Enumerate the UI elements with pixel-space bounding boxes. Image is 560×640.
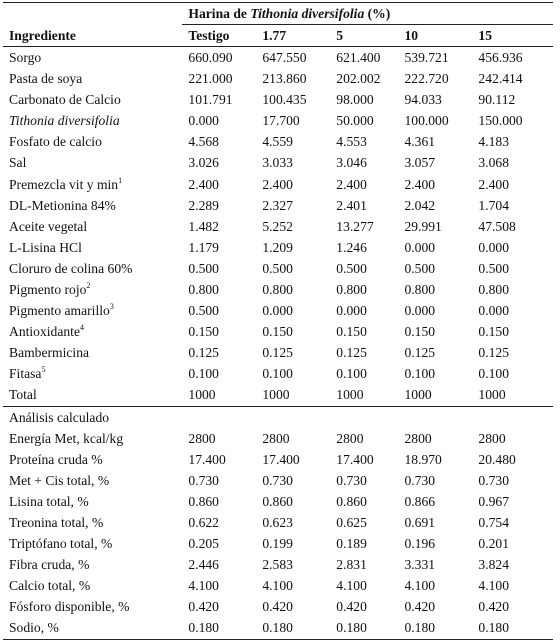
ingredient-value: 101.791 xyxy=(188,92,233,108)
ingredient-name-text: Pigmento rojo xyxy=(9,281,87,297)
ingredient-value: 2.400 xyxy=(188,176,219,192)
group-header-prefix: Harina de xyxy=(188,5,251,21)
ingredient-row xyxy=(3,110,553,131)
column-header-row xyxy=(3,25,553,47)
ingredient-value: 29.991 xyxy=(404,218,442,234)
analysis-value: 4.100 xyxy=(188,578,219,594)
analysis-value: 0.196 xyxy=(404,536,436,552)
ingredient-name xyxy=(3,343,182,364)
ingredient-value: 4.559 xyxy=(262,134,293,150)
ingredient-row xyxy=(3,68,553,89)
analysis-row xyxy=(3,470,553,491)
analysis-name: Met + Cis total, % xyxy=(9,472,110,488)
analysis-row xyxy=(3,428,553,449)
analysis-title: Análisis calculado xyxy=(3,406,553,428)
ingredient-name-text: Carbonato de Calcio xyxy=(9,92,121,108)
analysis-value: 3.331 xyxy=(404,557,436,573)
analysis-value: 0.180 xyxy=(256,618,330,640)
ingredients-body xyxy=(3,47,553,407)
analysis-value: 2800 xyxy=(188,430,216,446)
ingredient-row xyxy=(3,343,553,364)
ingredient-value: 0.500 xyxy=(188,303,219,319)
ingredient-name xyxy=(3,385,182,407)
ingredient-name-text: Fitasa xyxy=(9,366,42,382)
analysis-value: 2800 xyxy=(404,430,432,446)
analysis-value: 0.754 xyxy=(478,515,510,530)
ingredient-name-text: Premezcla vit y min xyxy=(9,176,119,192)
footnote-marker: 4 xyxy=(79,323,84,333)
analysis-value: 0.860 xyxy=(188,493,219,509)
ingredient-value: 3.033 xyxy=(262,155,293,171)
ingredient-value: 0.500 xyxy=(336,260,367,276)
analysis-title-row xyxy=(3,406,553,428)
analysis-row xyxy=(3,491,553,512)
ingredient-value: 98.000 xyxy=(336,92,374,108)
ingredient-value: 2.400 xyxy=(336,176,367,192)
ingredient-value: 4.568 xyxy=(188,134,219,150)
analysis-value: 2.446 xyxy=(188,557,219,573)
ingredient-name xyxy=(3,216,182,237)
analysis-value: 4.100 xyxy=(336,578,367,594)
ingredient-name xyxy=(3,132,182,153)
ingredient-value: 4.553 xyxy=(336,134,367,150)
ingredient-row xyxy=(3,364,553,385)
ingredient-value: 1000 xyxy=(336,387,364,403)
ingredient-value: 0.000 xyxy=(478,303,510,319)
analysis-value: 4.100 xyxy=(404,578,436,594)
ingredient-value: 0.800 xyxy=(188,281,219,297)
analysis-value: 4.100 xyxy=(478,578,510,594)
ingredient-name xyxy=(3,47,182,69)
ingredient-row xyxy=(3,47,553,69)
ingredient-value: 660.090 xyxy=(188,49,233,65)
ingredient-value: 2.401 xyxy=(336,197,367,213)
ingredient-name-text: Pasta de soya xyxy=(9,71,83,87)
ingredient-value: 0.500 xyxy=(404,260,436,276)
column-header-15: 15 xyxy=(472,25,553,47)
ingredient-row xyxy=(3,321,553,342)
ingredient-value: 0.100 xyxy=(404,366,436,382)
analysis-name: Calcio total, % xyxy=(9,578,91,594)
analysis-row xyxy=(3,576,553,597)
ingredient-value: 17.700 xyxy=(262,113,300,129)
ingredient-value: 0.000 xyxy=(404,239,436,255)
analysis-value: 0.420 xyxy=(404,599,436,615)
analysis-value: 17.400 xyxy=(336,451,374,467)
ingredient-row xyxy=(3,89,553,110)
ingredient-name-text: Total xyxy=(9,387,37,403)
ingredient-value: 2.400 xyxy=(262,176,293,192)
ingredient-value: 100.435 xyxy=(262,92,307,108)
ingredient-name-text: Cloruro de colina 60% xyxy=(9,260,133,276)
analysis-value: 2.831 xyxy=(336,557,367,573)
column-header-testigo: Testigo xyxy=(182,25,256,47)
ingredient-value: 0.150 xyxy=(262,324,293,340)
analysis-value: 0.622 xyxy=(188,515,219,530)
analysis-value: 0.201 xyxy=(478,536,510,552)
analysis-value: 0.691 xyxy=(404,515,436,530)
analysis-name: Proteína cruda % xyxy=(9,451,103,467)
analysis-value: 0.199 xyxy=(262,536,293,552)
analysis-value: 0.205 xyxy=(188,536,219,552)
analysis-body xyxy=(3,406,553,639)
ingredient-value: 0.000 xyxy=(336,303,367,319)
ingredient-row xyxy=(3,174,553,195)
analysis-name: Fibra cruda, % xyxy=(9,557,90,573)
footnote-marker: 1 xyxy=(118,175,123,185)
analysis-value: 17.400 xyxy=(188,451,226,467)
ingredient-value: 0.100 xyxy=(478,366,510,382)
ingredient-name xyxy=(3,279,182,300)
ingredient-value: 90.112 xyxy=(478,92,516,108)
ingredient-name-text: Bambermicina xyxy=(9,345,90,361)
analysis-value: 0.967 xyxy=(478,493,510,509)
ingredient-row xyxy=(3,258,553,279)
ingredient-value: 1000 xyxy=(404,387,432,403)
ingredient-name-text: Pigmento amarillo xyxy=(9,303,110,319)
analysis-value: 0.860 xyxy=(336,493,367,509)
ingredient-value: 456.936 xyxy=(478,49,523,65)
ingredient-name xyxy=(3,321,182,342)
column-header-1-77: 1.77 xyxy=(256,25,330,47)
diet-composition-table xyxy=(3,2,553,640)
analysis-value: 0.730 xyxy=(336,472,367,488)
ingredient-value: 1.179 xyxy=(188,239,219,255)
ingredient-row xyxy=(3,385,553,407)
analysis-row xyxy=(3,597,553,618)
analysis-value: 0.730 xyxy=(262,472,293,488)
analysis-row xyxy=(3,618,553,640)
ingredient-name xyxy=(3,153,182,174)
ingredient-row xyxy=(3,237,553,258)
ingredient-name-text: Tithonia diversifolia xyxy=(9,113,120,129)
column-header-10: 10 xyxy=(398,25,472,47)
analysis-value: 0.625 xyxy=(336,515,367,530)
ingredient-row xyxy=(3,132,553,153)
group-header-suffix: (%) xyxy=(364,5,391,21)
ingredient-value: 0.100 xyxy=(188,366,219,382)
analysis-name: Treonina total, % xyxy=(9,515,104,530)
ingredient-value: 0.000 xyxy=(478,239,510,255)
ingredient-value: 2.400 xyxy=(404,176,436,192)
ingredient-value: 1.704 xyxy=(478,197,510,213)
ingredient-value: 2.400 xyxy=(478,176,510,192)
analysis-row xyxy=(3,533,553,554)
analysis-row xyxy=(3,512,553,533)
ingredient-value: 3.068 xyxy=(478,155,510,171)
analysis-value: 0.180 xyxy=(398,618,472,640)
analysis-value: 0.189 xyxy=(336,536,367,552)
ingredient-name-text: Aceite vegetal xyxy=(9,218,88,234)
ingredient-value: 0.500 xyxy=(262,260,293,276)
ingredient-value: 0.000 xyxy=(262,303,293,319)
analysis-name: Lisina total, % xyxy=(9,493,89,509)
ingredient-name xyxy=(3,237,182,258)
ingredient-value: 150.000 xyxy=(478,113,523,129)
analysis-row xyxy=(3,449,553,470)
ingredient-value: 1.246 xyxy=(336,239,367,255)
ingredient-value: 0.100 xyxy=(336,366,367,382)
ingredient-name xyxy=(3,300,182,321)
ingredient-value: 221.000 xyxy=(188,71,233,87)
ingredient-name xyxy=(3,68,182,89)
analysis-value: 0.623 xyxy=(262,515,293,530)
ingredient-name-text: L-Lisina HCl xyxy=(9,239,82,255)
ingredient-value: 0.800 xyxy=(478,281,510,297)
ingredient-value: 3.046 xyxy=(336,155,367,171)
ingredient-name-text: Fosfato de calcio xyxy=(9,134,102,150)
ingredient-name xyxy=(3,110,182,131)
footnote-marker: 3 xyxy=(109,302,114,312)
ingredient-value: 539.721 xyxy=(404,49,449,65)
footnote-marker: 2 xyxy=(86,280,91,290)
ingredient-name xyxy=(3,195,182,216)
analysis-value: 0.180 xyxy=(330,618,398,640)
group-header xyxy=(182,3,553,25)
ingredient-value: 13.277 xyxy=(336,218,374,234)
ingredient-value: 0.800 xyxy=(262,281,293,297)
analysis-value: 0.420 xyxy=(478,599,510,615)
ingredient-name xyxy=(3,89,182,110)
analysis-value: 0.730 xyxy=(188,472,219,488)
ingredient-value: 0.150 xyxy=(336,324,367,340)
ingredient-value: 50.000 xyxy=(336,113,374,129)
ingredient-value: 0.000 xyxy=(404,303,436,319)
analysis-value: 0.420 xyxy=(262,599,293,615)
ingredient-value: 0.125 xyxy=(188,345,219,361)
ingredient-value: 222.720 xyxy=(404,71,449,87)
ingredient-name-text: DL-Metionina 84% xyxy=(9,197,116,213)
analysis-value: 2800 xyxy=(478,430,506,446)
ingredient-row xyxy=(3,216,553,237)
analysis-name: Fósforo disponible, % xyxy=(9,599,130,615)
ingredient-value: 0.800 xyxy=(336,281,367,297)
analysis-value: 20.480 xyxy=(478,451,516,467)
footnote-marker: 5 xyxy=(41,365,46,375)
ingredient-value: 213.860 xyxy=(262,71,307,87)
ingredient-value: 1000 xyxy=(188,387,216,403)
ingredient-value: 0.100 xyxy=(262,366,293,382)
ingredient-value: 1000 xyxy=(478,387,506,403)
ingredient-value: 3.057 xyxy=(404,155,436,171)
ingredient-row xyxy=(3,153,553,174)
analysis-value: 3.824 xyxy=(478,557,510,573)
analysis-value: 0.730 xyxy=(478,472,510,488)
ingredient-value: 647.550 xyxy=(262,49,307,65)
analysis-name: Sodio, % xyxy=(3,618,182,640)
analysis-value: 17.400 xyxy=(262,451,300,467)
ingredient-value: 0.800 xyxy=(404,281,436,297)
ingredient-value: 0.150 xyxy=(188,324,219,340)
ingredient-value: 47.508 xyxy=(478,218,516,234)
ingredient-value: 0.500 xyxy=(478,260,510,276)
group-header-species: Tithonia diversifolia xyxy=(250,5,365,21)
ingredient-row xyxy=(3,300,553,321)
analysis-name: Energía Met, kcal/kg xyxy=(9,430,124,446)
ingredient-name-text: Sorgo xyxy=(9,49,42,65)
ingredient-value: 94.033 xyxy=(404,92,442,108)
ingredient-value: 5.252 xyxy=(262,218,293,234)
ingredient-value: 2.289 xyxy=(188,197,219,213)
ingredient-value: 0.500 xyxy=(188,260,219,276)
ingredient-value: 0.125 xyxy=(262,345,293,361)
ingredient-row xyxy=(3,195,553,216)
ingredient-value: 242.414 xyxy=(478,71,523,87)
ingredient-value: 0.150 xyxy=(478,324,510,340)
analysis-value: 18.970 xyxy=(404,451,442,467)
group-header-spacer xyxy=(3,3,182,25)
ingredient-value: 4.183 xyxy=(478,134,510,150)
column-header-5: 5 xyxy=(330,25,398,47)
ingredient-row xyxy=(3,279,553,300)
ingredient-value: 0.000 xyxy=(188,113,219,129)
analysis-value: 0.866 xyxy=(404,493,436,509)
ingredient-name-text: Sal xyxy=(9,155,27,171)
ingredient-value: 1000 xyxy=(262,387,290,403)
analysis-name: Triptófano total, % xyxy=(9,536,113,552)
ingredient-value: 621.400 xyxy=(336,49,381,65)
ingredient-name xyxy=(3,174,182,195)
analysis-value: 0.860 xyxy=(262,493,293,509)
analysis-value: 0.180 xyxy=(472,618,553,640)
ingredient-value: 1.482 xyxy=(188,218,219,234)
analysis-value: 0.420 xyxy=(336,599,367,615)
ingredient-value: 202.002 xyxy=(336,71,381,87)
analysis-value: 0.420 xyxy=(188,599,219,615)
ingredient-value: 2.042 xyxy=(404,197,436,213)
ingredient-value: 3.026 xyxy=(188,155,219,171)
ingredient-value: 0.125 xyxy=(336,345,367,361)
analysis-value: 2800 xyxy=(262,430,290,446)
analysis-value: 0.180 xyxy=(182,618,256,640)
analysis-value: 2800 xyxy=(336,430,364,446)
ingredient-value: 0.125 xyxy=(478,345,510,361)
analysis-value: 2.583 xyxy=(262,557,293,573)
analysis-value: 4.100 xyxy=(262,578,293,594)
column-header-ingrediente: Ingrediente xyxy=(3,25,182,47)
ingredient-value: 2.327 xyxy=(262,197,293,213)
group-header-row xyxy=(3,3,553,25)
analysis-value: 0.730 xyxy=(404,472,436,488)
ingredient-name-text: Antioxidante xyxy=(9,324,80,340)
ingredient-name xyxy=(3,364,182,385)
ingredient-name xyxy=(3,258,182,279)
ingredient-value: 0.150 xyxy=(404,324,436,340)
ingredient-value: 0.125 xyxy=(404,345,436,361)
ingredient-value: 4.361 xyxy=(404,134,436,150)
analysis-row xyxy=(3,554,553,575)
ingredient-value: 100.000 xyxy=(404,113,449,129)
ingredient-value: 1.209 xyxy=(262,239,293,255)
